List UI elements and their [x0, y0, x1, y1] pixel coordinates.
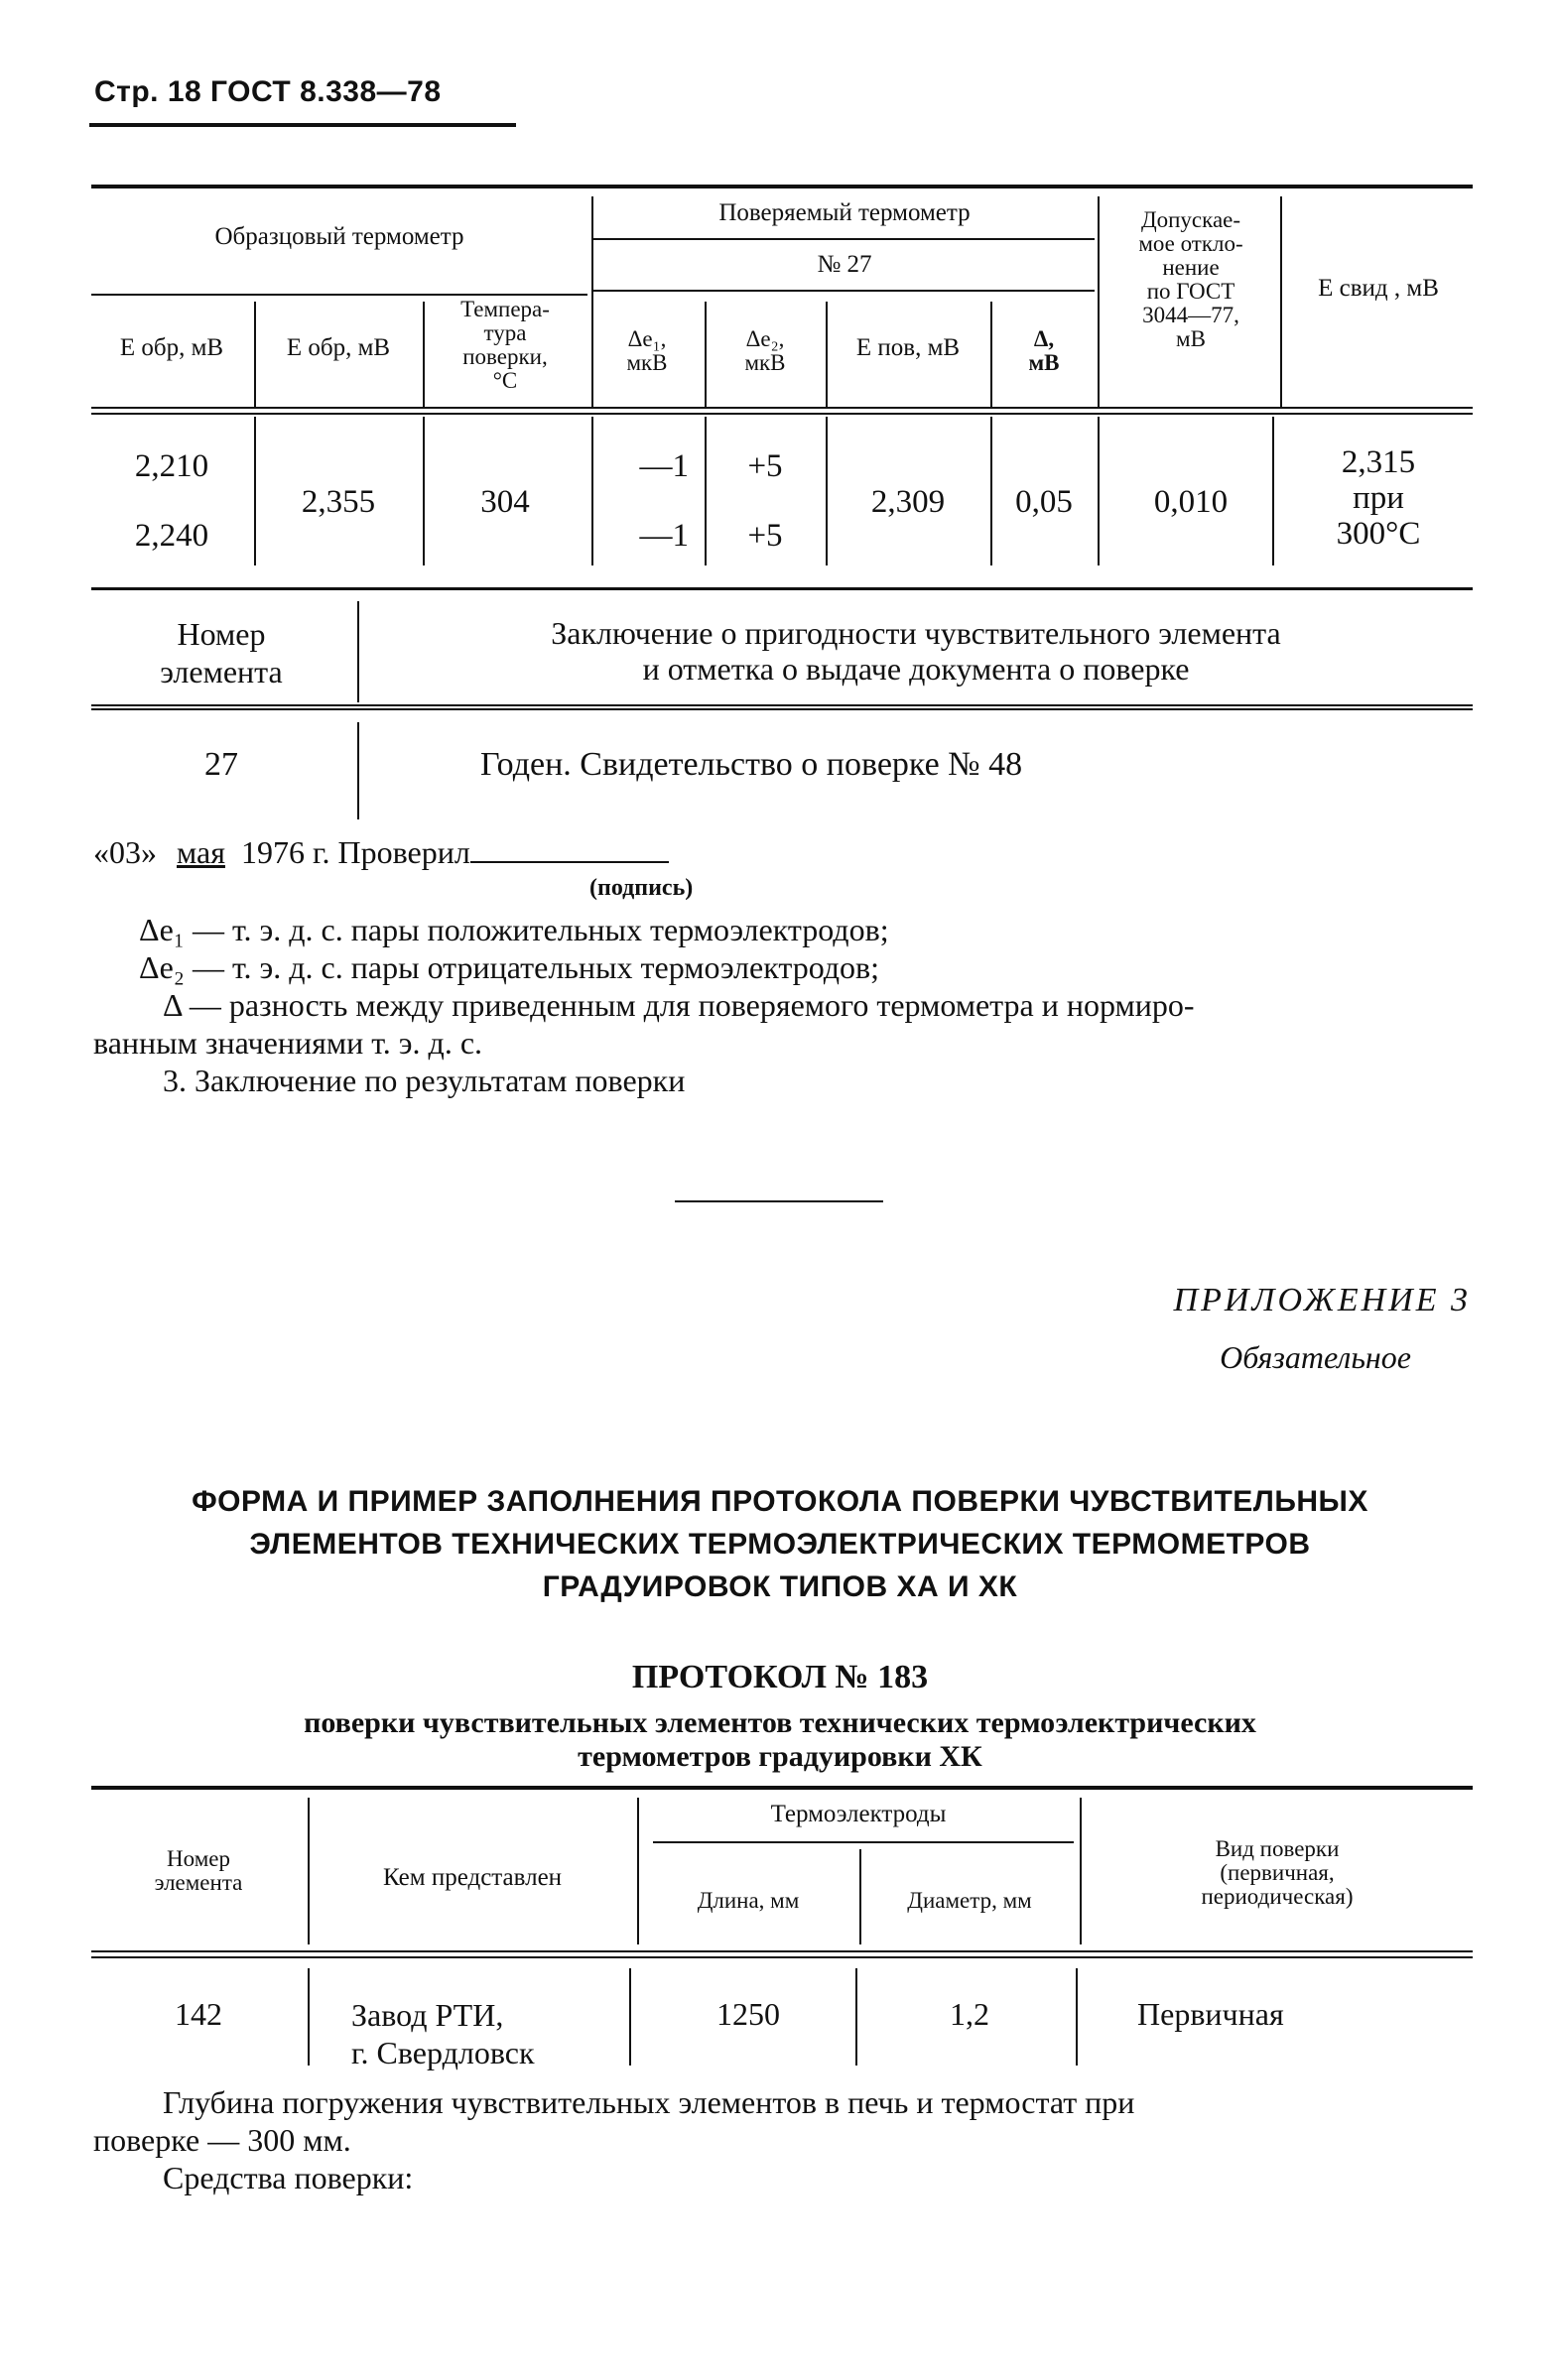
- cell-temperature: 304: [480, 484, 530, 520]
- col-divider: [357, 601, 359, 702]
- col-divider: [357, 722, 359, 819]
- cell-diameter: 1,2: [950, 1996, 989, 2032]
- cell-allowed-deviation: 0,010: [1153, 484, 1229, 520]
- group-tested-thermometer: Поверяемый термометр: [718, 199, 971, 226]
- cell-delta-e2-b: +5: [747, 518, 783, 554]
- col-divider: [990, 302, 992, 407]
- col-delta-e1: Δe₁, мкВ: [626, 326, 668, 375]
- group-reference-thermometer: Образцовый термометр: [214, 223, 464, 250]
- cell-element-number: 27: [204, 746, 238, 783]
- page-header: Стр. 18 ГОСТ 8.338—78: [94, 75, 442, 108]
- rule: [593, 290, 1095, 292]
- col-divider: [826, 417, 828, 565]
- rule: [593, 238, 1095, 240]
- col-divider: [705, 417, 707, 565]
- col-e-obr-1: E обр, мВ: [119, 334, 224, 361]
- col-divider: [423, 302, 425, 407]
- cell-e-obr-1-b: 2,240: [134, 518, 209, 554]
- rule: [91, 704, 1473, 706]
- cell-element-number: 142: [175, 1996, 222, 2032]
- col-divider: [591, 417, 593, 565]
- cell-e-obr-1-a: 2,210: [134, 448, 209, 484]
- col-element-number: Номер элемента: [154, 1846, 243, 1895]
- signature-blank: [470, 833, 669, 863]
- col-divider: [990, 417, 992, 565]
- rule: [91, 294, 587, 296]
- protocol-subtitle-2: термометров градуировки ХК: [578, 1740, 982, 1773]
- signature-caption: (подпись): [589, 875, 694, 901]
- appendix-label: ПРИЛОЖЕНИЕ 3: [1173, 1282, 1471, 1318]
- rule: [91, 1956, 1473, 1958]
- col-temperature: Темпера- тура поверки, °С: [460, 297, 550, 393]
- cell-e-obr-2: 2,355: [301, 484, 376, 520]
- appendix-status: Обязательное: [1220, 1339, 1411, 1375]
- col-length: Длина, мм: [697, 1888, 800, 1913]
- table-top-rule: [91, 185, 1473, 188]
- table-bottom-rule: [91, 587, 1473, 590]
- footer-line-3: Средства поверки:: [163, 2160, 414, 2195]
- section-divider: [675, 1200, 883, 1202]
- col-conclusion: Заключение о пригодности чувствительного элемента и отметка о выдаче документа о поверке: [551, 615, 1281, 687]
- rule: [91, 1950, 1473, 1952]
- cell-e-pov: 2,309: [870, 484, 946, 520]
- col-divider: [1076, 1968, 1078, 2066]
- rule: [653, 1841, 1074, 1843]
- rule: [91, 407, 1473, 409]
- note-conclusion: 3. Заключение по результатам поверки: [163, 1063, 686, 1098]
- col-divider: [591, 196, 593, 407]
- col-divider: [1280, 196, 1282, 407]
- form-title-line-2: ЭЛЕМЕНТОВ ТЕХНИЧЕСКИХ ТЕРМОЭЛЕКТРИЧЕСКИХ ТЕРМОМЕТРОВ: [249, 1528, 1311, 1561]
- cell-length: 1250: [716, 1996, 780, 2032]
- col-divider: [855, 1968, 857, 2066]
- cell-delta-e1-b: —1: [639, 518, 689, 554]
- col-divider: [637, 1798, 639, 1944]
- signature-line: «03» мая 1976 г. Проверил: [93, 833, 669, 871]
- col-divider: [423, 417, 425, 565]
- col-divider: [308, 1798, 310, 1944]
- col-divider: [705, 302, 707, 407]
- col-allowed-deviation: Допускае- мое откло- нение по ГОСТ 3044—77, мВ: [1138, 207, 1243, 351]
- col-divider: [254, 302, 256, 407]
- protocol-subtitle-1: поверки чувствительных элементов технических термоэлектрических: [304, 1706, 1256, 1739]
- col-divider: [308, 1968, 310, 2066]
- col-divider: [1272, 417, 1274, 565]
- col-submitted-by: Кем представлен: [382, 1864, 563, 1891]
- header-rule: [89, 123, 516, 127]
- form-title-line-1: ФОРМА И ПРИМЕР ЗАПОЛНЕНИЯ ПРОТОКОЛА ПОВЕРКИ ЧУВСТВИТЕЛЬНЫХ: [192, 1485, 1368, 1518]
- col-divider: [254, 417, 256, 565]
- cell-delta-e1-a: —1: [639, 448, 689, 484]
- table-top-rule: [91, 1786, 1473, 1790]
- note-delta: Δ — разность между приведенным для поверяемого термометра и нормиро-: [163, 987, 1195, 1023]
- cell-conclusion: Годен. Свидетельство о поверке № 48: [480, 746, 1023, 783]
- col-diameter: Диаметр, мм: [907, 1888, 1032, 1913]
- footer-line-1: Глубина погружения чувствительных элементов в печь и термостат при: [163, 2084, 1135, 2120]
- rule: [91, 413, 1473, 415]
- cell-delta: 0,05: [1015, 484, 1073, 520]
- cell-submitted-by: Завод РТИ, г. Свердловск: [351, 1997, 535, 2070]
- col-divider: [859, 1849, 861, 1944]
- cell-verification-type: Первичная: [1137, 1996, 1284, 2032]
- group-thermoelectrodes: Термоэлектроды: [770, 1801, 947, 1827]
- form-title-line-3: ГРАДУИРОВОК ТИПОВ ХА И ХК: [542, 1570, 1018, 1603]
- col-divider: [826, 302, 828, 407]
- col-e-svid: E свид , мВ: [1318, 275, 1439, 302]
- cell-e-svid: 2,315 при 300°С: [1336, 444, 1421, 552]
- col-divider: [1098, 196, 1100, 407]
- col-verification-type: Вид поверки (первичная, периодическая): [1201, 1836, 1354, 1909]
- col-e-obr-2: E обр, мВ: [286, 334, 391, 361]
- footer-line-2: поверке — 300 мм.: [93, 2122, 351, 2158]
- col-e-pov: E пов, мВ: [855, 334, 961, 361]
- col-delta: Δ, мВ: [1028, 326, 1060, 375]
- note-de2: Δe₂ — т. э. д. с. пары отрицательных термоэлектродов;: [139, 949, 880, 985]
- tested-thermometer-number: № 27: [817, 251, 872, 278]
- col-delta-e2: Δe₂, мкВ: [744, 326, 786, 375]
- note-delta-cont: ванным значениями т. э. д. с.: [93, 1025, 483, 1061]
- protocol-heading: ПРОТОКОЛ № 183: [631, 1659, 929, 1695]
- col-divider: [629, 1968, 631, 2066]
- col-element-number: Номер элемента: [160, 616, 283, 689]
- cell-delta-e2-a: +5: [747, 448, 783, 484]
- note-de1: Δe₁ — т. э. д. с. пары положительных термоэлектродов;: [139, 912, 889, 947]
- rule: [91, 708, 1473, 710]
- col-divider: [1080, 1798, 1082, 1944]
- col-divider: [1098, 417, 1100, 565]
